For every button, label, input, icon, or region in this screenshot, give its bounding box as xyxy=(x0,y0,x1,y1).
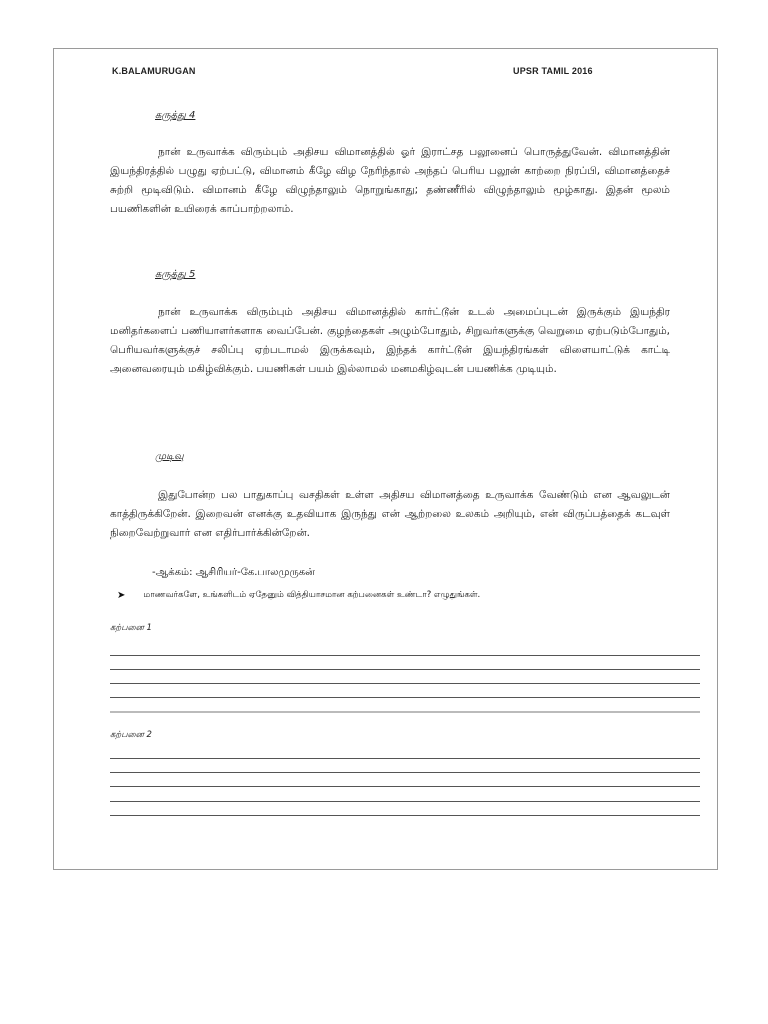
header-author: K.BALAMURUGAN xyxy=(112,66,196,76)
section-paragraph xyxy=(110,303,670,379)
arrow-bullet-icon: ➤ xyxy=(117,590,126,601)
writing-line[interactable] xyxy=(110,786,700,787)
answer-label: கற்பனை 1 xyxy=(110,623,152,633)
section-paragraph xyxy=(110,486,670,543)
writing-line[interactable] xyxy=(110,711,700,713)
author-credit: -ஆக்கம்: ஆசிரியர்-கே.பாலமுருகன் xyxy=(152,567,315,578)
prompt-text: மாணவர்களே, உங்களிடம் ஏதேனும் வித்தியாசமான கற்பனைகள் உண்டா? எழுதுங்கள். xyxy=(143,590,481,600)
writing-line[interactable] xyxy=(110,697,700,698)
writing-line[interactable] xyxy=(110,655,700,656)
header-exam: UPSR TAMIL 2016 xyxy=(513,66,593,76)
answer-label: கற்பனை 2 xyxy=(110,730,152,740)
writing-line[interactable] xyxy=(110,758,700,759)
paragraph-text: நான் உருவாக்க விரும்பும் அதிசய விமானத்தில் கார்ட்டூன் உடல் அமைப்புடன் இருக்கும் இயந்திர மனிதர்களைப் பணியாளர்களாக வைப்பேன். குழந்தைகள் அழும்போதும், சிறுவர்களுக்கு வெறுமை ஏற்படும்போதும், பெரியவர்களுக்குச் சலிப்பு ஏற்படாமல் இருக்கவும், இந்தக் கார்ட்டூன் இயந்திரங்கள் விளையாட்டுக் காட்டி அனைவரையும் மகிழ்விக்கும். பயணிகள் பயம் இல்லாமல் மனமகிழ்வுடன் பயணிக்க முடியும். xyxy=(110,306,670,375)
writing-line[interactable] xyxy=(110,669,700,670)
writing-prompt xyxy=(117,590,480,601)
section-heading: கருத்து 4 xyxy=(155,110,196,121)
paragraph-text: நான் உருவாக்க விரும்பும் அதிசய விமானத்தில் ஓர் இராட்சத பலூனைப் பொருத்துவேன். விமானத்தின் இயந்திரத்தில் பழுது ஏற்பட்டு, விமானம் கீழே விழ நேரிந்தால் அந்தப் பெரிய பலூன் காற்றை நிரப்பி, விமானத்தைச் சுற்றி மூடிவிடும். விமானம் கீழே விழுந்தாலும் நொறுங்காது; தண்ணீரில் விழுந்தாலும் மூழ்காது. இதன் மூலம் பயணிகளின் உயிரைக் காப்பாற்றலாம். xyxy=(110,146,670,215)
writing-line[interactable] xyxy=(110,772,700,773)
section-paragraph xyxy=(110,143,670,219)
section-heading: கருத்து 5 xyxy=(155,269,196,280)
writing-line[interactable] xyxy=(110,801,700,802)
paragraph-text: இதுபோன்ற பல பாதுகாப்பு வசதிகள் உள்ள அதிசய விமானத்தை உருவாக்க வேண்டும் என ஆவலுடன் காத்திருக்கிறேன். இறைவன் எனக்கு உதவியாக இருந்து என் ஆற்றலை உலகம் அறியும், என் விருப்பத்தைக் கடவுள் நிறைவேற்றுவார் என எதிர்பார்க்கின்றேன். xyxy=(110,489,670,539)
writing-line[interactable] xyxy=(110,683,700,684)
writing-line[interactable] xyxy=(110,815,700,816)
section-heading: முடிவு xyxy=(155,451,184,462)
